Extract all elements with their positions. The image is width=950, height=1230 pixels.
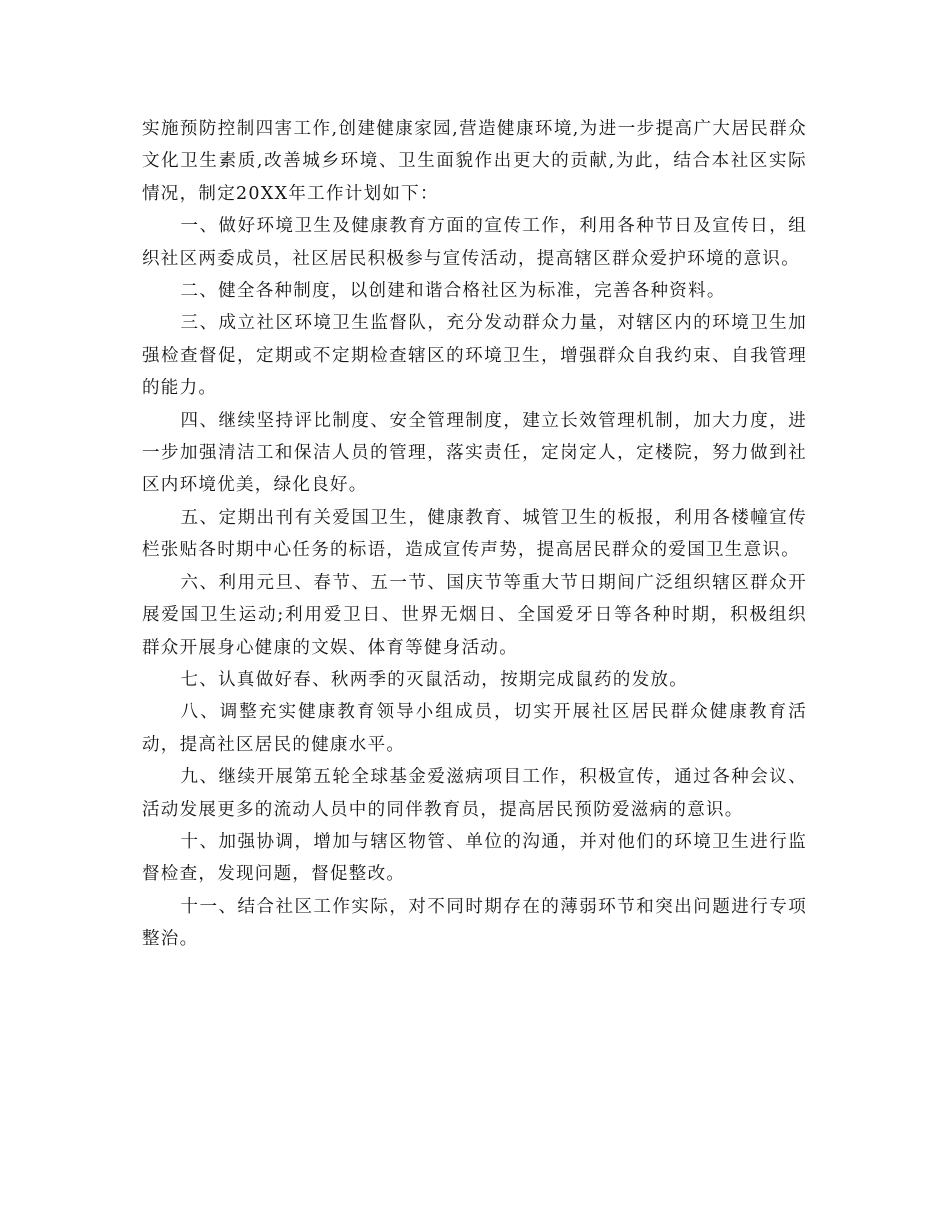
plan-item-8: 八、调整充实健康教育领导小组成员，切实开展社区居民群众健康教育活动，提高社区居民的健康水平。 [142,702,807,755]
plan-item-3: 三、成立社区环境卫生监督队，充分发动群众力量，对辖区内的环境卫生加强检查督促，定期或不定期检查辖区的环境卫生，增强群众自我约束、自我管理的能力。 [142,313,807,399]
plan-item-4: 四、继续坚持评比制度、安全管理制度，建立长效管理机制，加大力度，进一步加强清洁工和保洁人员的管理，落实责任，定岗定人，定楼院，努力做到社区内环境优美，绿化良好。 [142,410,807,496]
plan-item-1: 一、做好环境卫生及健康教育方面的宣传工作，利用各种节日及宣传日，组织社区两委成员，社区居民积极参与宣传活动，提高辖区群众爱护环境的意识。 [142,216,807,269]
plan-item-5: 五、定期出刊有关爱国卫生，健康教育、城管卫生的板报，利用各楼幢宣传栏张贴各时期中心任务的标语，造成宣传声势，提高居民群众的爱国卫生意识。 [142,507,807,561]
plan-item-6: 六、利用元旦、春节、五一节、国庆节等重大节日期间广泛组织辖区群众开展爱国卫生运动;利用爱卫日、世界无烟日、全国爱牙日等各种时期，积极组织群众开展身心健康的文娱、体育等健身活动。 [142,572,807,658]
plan-item-2: 二、健全各种制度，以创建和谐合格社区为标准，完善各种资料。 [180,281,726,302]
plan-item-10: 十、加强协调，增加与辖区物管、单位的沟通，并对他们的环境卫生进行监督检查，发现问题，督促整改。 [142,831,807,885]
plan-item-9: 九、继续开展第五轮全球基金爱滋病项目工作，积极宣传，通过各种会议、活动发展更多的流动人员中的同伴教育员，提高居民预防爱滋病的意识。 [142,767,807,820]
plan-item-11: 十一、结合社区工作实际，对不同时期存在的薄弱环节和突出问题进行专项整治。 [142,896,807,950]
document-body [142,113,807,956]
intro-paragraph: 实施预防控制四害工作,创建健康家园,营造健康环境,为进一步提高广大居民群众文化卫生素质,改善城乡环境、卫生面貌作出更大的贡献,为此，结合本社区实际情况，制定20XX年工作计划如下： [142,119,807,204]
plan-item-7: 七、认真做好春、秋两季的灭鼠活动，按期完成鼠药的发放。 [180,669,689,690]
